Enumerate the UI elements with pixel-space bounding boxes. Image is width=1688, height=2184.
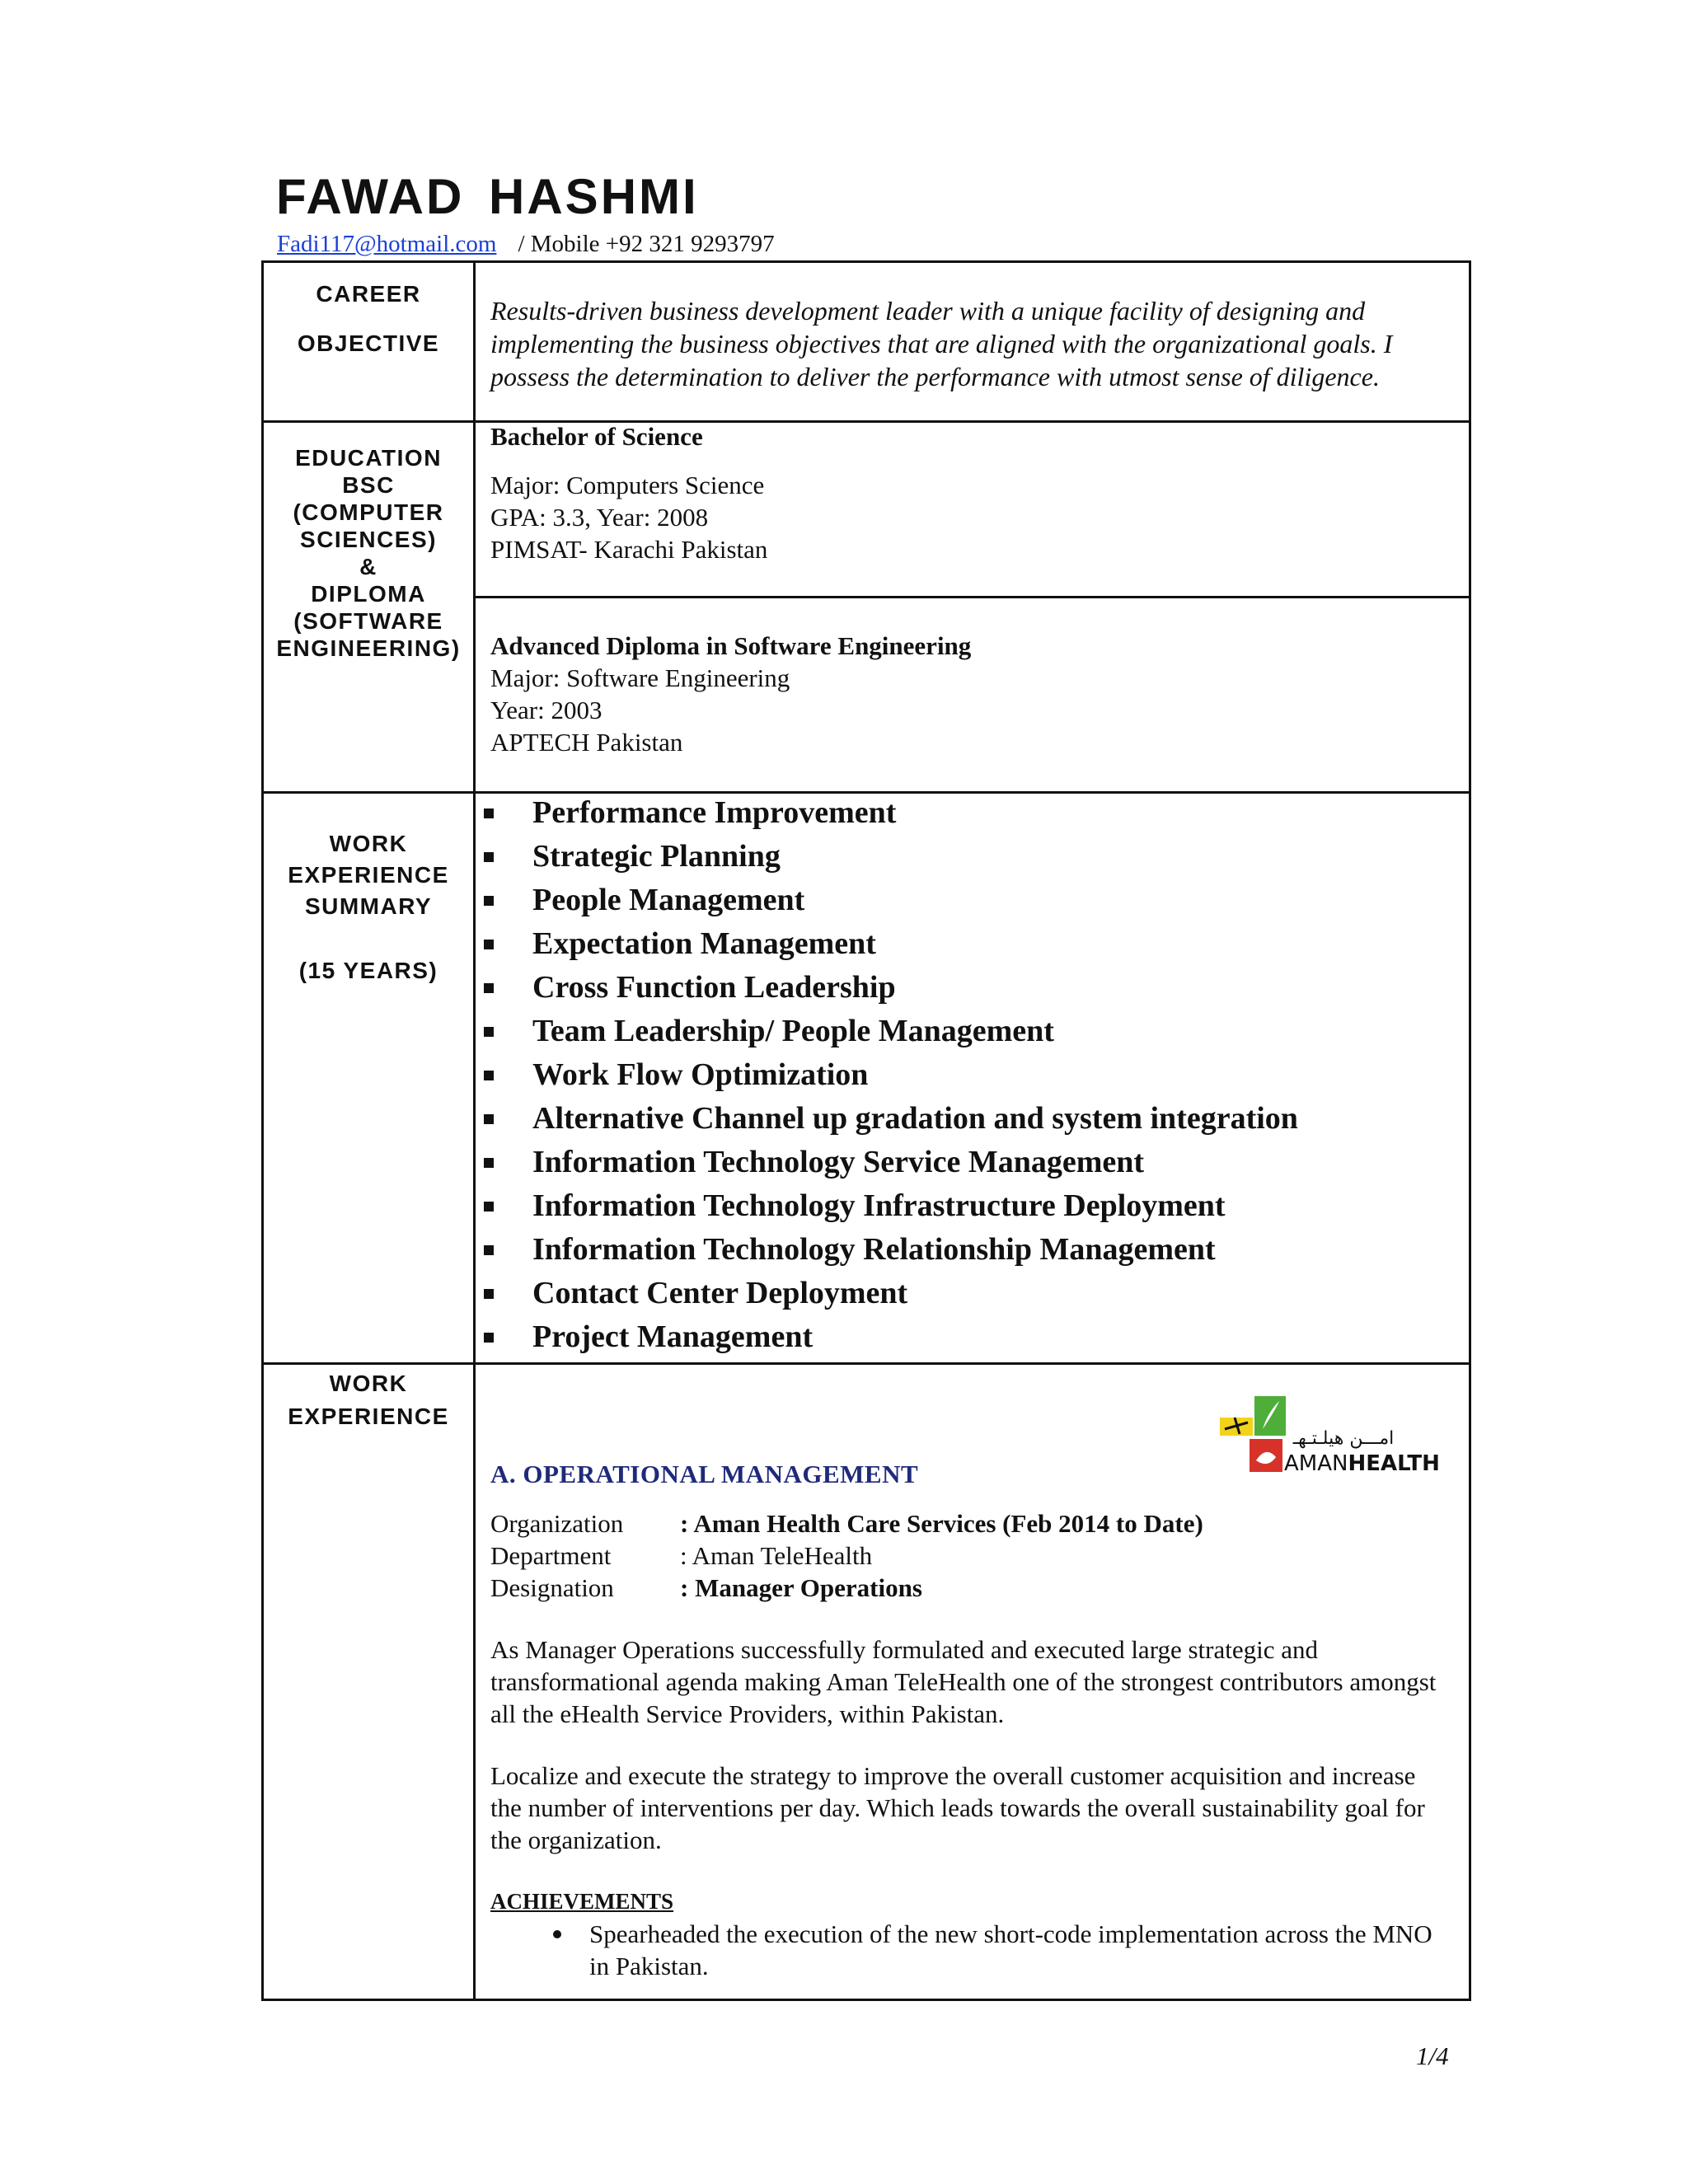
degree-block	[490, 420, 1452, 565]
org-key: Organization	[490, 1509, 624, 1538]
work-experience-label	[264, 1367, 473, 1433]
achievement-item: Spearheaded the execution of the new short-code implementation across the MNO in Pakistan.	[490, 1918, 1452, 1982]
career-objective-label	[264, 283, 473, 355]
diploma-year: Year: 2003	[490, 696, 603, 724]
label-line: WORK	[329, 831, 408, 856]
skill-item: People Management	[480, 879, 1452, 922]
logo-graphic	[1220, 1393, 1442, 1475]
label-line: (SOFTWARE	[293, 608, 443, 634]
degree-major: Major: Computers Science	[490, 471, 765, 499]
resume-table	[261, 260, 1471, 2001]
degree-institute: PIMSAT- Karachi Pakistan	[490, 535, 768, 564]
skill-item: Strategic Planning	[480, 835, 1452, 879]
designation-row	[490, 1572, 1452, 1604]
diploma-major: Major: Software Engineering	[490, 663, 790, 692]
designation-key: Designation	[490, 1573, 614, 1602]
logo-arabic: امـــن هيلـتـهـ	[1292, 1428, 1395, 1449]
skill-item: Performance Improvement	[480, 791, 1452, 835]
department-key: Department	[490, 1541, 612, 1570]
diploma-title: Advanced Diploma in Software Engineering	[490, 631, 972, 660]
experience-paragraph-2: Localize and execute the strategy to improve the overall customer acquisition and increase the number of interventions per day. Which leads towards the overall sustainability goal for the organization.	[490, 1761, 1425, 1854]
label-line: EXPERIENCE	[288, 862, 449, 888]
label-line: (COMPUTER	[293, 499, 444, 525]
candidate-name: FAWAD HASHMI	[276, 169, 699, 224]
label-line: EXPERIENCE	[288, 1404, 449, 1429]
section-title: A. OPERATIONAL MANAGEMENT	[490, 1460, 919, 1488]
logo-wordmark: AMANHEALTH	[1284, 1451, 1440, 1475]
column-divider	[473, 263, 476, 1999]
label-line: WORK	[329, 1371, 408, 1396]
label-line: SUMMARY	[304, 893, 433, 919]
org-row	[490, 1507, 1452, 1540]
org-value: : Aman Health Care Services (Feb 2014 to Date)	[680, 1509, 1203, 1538]
skill-item: Project Management	[480, 1315, 1452, 1359]
label-line: &	[359, 554, 377, 579]
label-line: SCIENCES)	[300, 527, 437, 552]
degree-gpa: GPA: 3.3, Year: 2008	[490, 503, 709, 532]
label-line: CAREER	[316, 281, 421, 307]
label-line: BSC	[342, 472, 395, 498]
contact-line	[277, 231, 775, 258]
aman-health-logo	[1220, 1393, 1442, 1475]
label-line: DIPLOMA	[311, 581, 426, 607]
skill-item: Contact Center Deployment	[480, 1272, 1452, 1315]
skills-list	[480, 791, 1452, 1359]
label-line: OBJECTIVE	[297, 330, 440, 356]
label-years: (15 YEARS)	[298, 958, 438, 983]
label-line: EDUCATION	[295, 445, 442, 471]
skill-item: Alternative Channel up gradation and system integration	[480, 1097, 1452, 1141]
education-label	[264, 444, 473, 662]
experience-block	[490, 1460, 1452, 1982]
experience-paragraph-1: As Manager Operations successfully formulated and executed large strategic and transformational agenda making Aman TeleHealth one of the strongest contributors amongst all the eHealth Service Providers, within Pakistan.	[490, 1635, 1437, 1728]
skill-item: Expectation Management	[480, 922, 1452, 966]
skill-item: Information Technology Infrastructure Deployment	[480, 1184, 1452, 1228]
skill-item: Information Technology Relationship Management	[480, 1228, 1452, 1272]
career-objective-text: Results-driven business development leader with a unique facility of designing and implementing the business objectives that are aligned with the organizational goals. I possess the determination to deliver the performance with utmost sense of diligence.	[490, 296, 1393, 391]
mobile-number: / Mobile +92 321 9293797	[518, 231, 775, 257]
diploma-block	[490, 630, 1452, 758]
diploma-institute: APTECH Pakistan	[490, 728, 683, 757]
work-summary-label	[264, 828, 473, 987]
skill-item: Information Technology Service Management	[480, 1141, 1452, 1184]
degree-title: Bachelor of Science	[490, 422, 703, 451]
achievements-heading: ACHIEVEMENTS	[490, 1889, 674, 1914]
skill-item: Work Flow Optimization	[480, 1053, 1452, 1097]
department-value: : Aman TeleHealth	[680, 1541, 873, 1570]
skill-item: Team Leadership/ People Management	[480, 1010, 1452, 1053]
designation-value: : Manager Operations	[680, 1573, 922, 1602]
skill-item: Cross Function Leadership	[480, 966, 1452, 1010]
label-line: ENGINEERING)	[276, 635, 461, 661]
department-row	[490, 1540, 1452, 1572]
row-divider	[473, 596, 1469, 598]
page-number: 1/4	[1416, 2041, 1449, 2070]
row-divider	[264, 1362, 1469, 1365]
email-link[interactable]: Fadi117@hotmail.com	[277, 231, 497, 257]
